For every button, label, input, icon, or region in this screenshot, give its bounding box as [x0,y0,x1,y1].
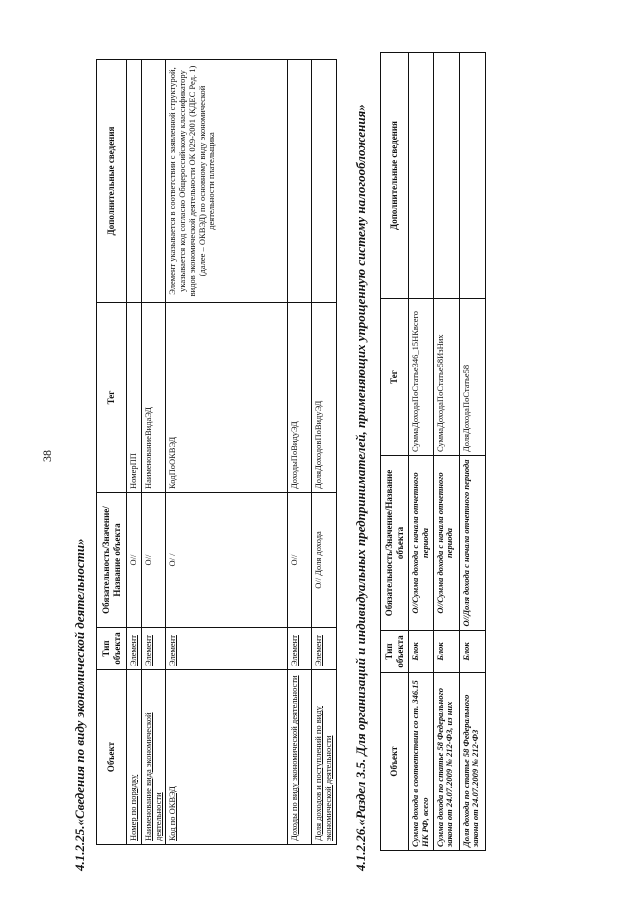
cell-obligation: О// [288,493,312,628]
cell-type: Элемент [288,628,312,670]
table-header-row [97,60,127,845]
cell-obligation: О/ / [166,493,288,628]
table-row [166,60,288,845]
cell-object: Доходы по виду экономической деятельности [288,670,312,845]
cell-type: Блок [459,631,485,673]
header-type: Тип объекта [97,628,127,670]
cell-tag: НомерПП [127,303,142,493]
cell-type: Элемент [312,628,337,670]
cell-obligation: О// [127,493,142,628]
cell-object: Номер по порядку [127,670,142,845]
header-obligation: Обязательность/Значение/Название объекта [381,456,409,631]
cell-object: Сумма дохода по статье 58 Федерального закона от 24.07.2009 № 212-ФЗ, из них [433,673,459,851]
section1-title: 4.1.2.25.«Сведения по виду экономической деятельности» [72,538,87,871]
cell-object: Наименование вида экономической деятельности [141,670,166,845]
cell-type: Блок [409,631,434,673]
cell-tag: КодПоОКВЭД [166,303,288,493]
cell-tag: ДоляДоходаПоСтатье58 [459,299,485,456]
cell-extra: Элемент указывается в соответствии с заявленной структурой, указывается код согласно Общероссийскому классификатору видов экономической деятельности ОК 029-2001 (КДЕС Ред. 1) (далее – ОКВЭД) по основному виду экономической деятельности плательщика [166,60,288,303]
cell-obligation: О// [141,493,166,628]
cell-extra [409,53,434,299]
table-row [459,53,485,851]
header-tag: Тег [97,303,127,493]
header-extra: Дополнительные сведения [381,53,409,299]
table-header-row [381,53,409,851]
cell-obligation: О//Сумма дохода с начала отчетного периода [409,456,434,631]
table-row [409,53,434,851]
cell-type: Элемент [141,628,166,670]
cell-extra [433,53,459,299]
header-object: Объект [381,673,409,851]
cell-tag: НаименованиеВидаЭД [141,303,166,493]
cell-extra [127,60,142,303]
header-obligation: Обязательность/Значение/Название объекта [97,493,127,628]
cell-extra [459,53,485,299]
cell-object: Сумма дохода в соответствии со ст. 346.15 НК РФ, всего [409,673,434,851]
cell-type: Элемент [127,628,142,670]
header-extra: Дополнительные сведения [97,60,127,303]
page-number: 38 [40,450,54,462]
cell-object: Доля доходов и поступлений по виду экономической деятельности [312,670,337,845]
cell-obligation: О// Доля дохода [312,493,337,628]
cell-extra [288,60,312,303]
table-row [127,60,142,845]
section2-table [380,52,486,851]
header-tag: Тег [381,299,409,456]
section2-title: 4.1.2.26.«Раздел 3.5. Для организаций и индивидуальных предпринимателей, применяющих упрощенную систему налогообложения» [353,104,368,871]
cell-extra [141,60,166,303]
table-row [288,60,312,845]
cell-obligation: О//Доля дохода с начала отчетного периода [459,456,485,631]
cell-extra [312,60,337,303]
table-row [141,60,166,845]
header-object: Объект [97,670,127,845]
cell-tag: СуммаДоходаПоСтатье346_15НКвсего [409,299,434,456]
cell-tag: ДоляДоходовПоВидуЭД [312,303,337,493]
cell-obligation: О//Сумма дохода с начала отчетного периода [433,456,459,631]
section1-table [96,59,337,845]
header-type: Тип объекта [381,631,409,673]
cell-type: Элемент [166,628,288,670]
table-row [312,60,337,845]
cell-tag: ДоходыПоВидуЭД [288,303,312,493]
cell-object: Доля дохода по статье 58 Федерального закона от 24.07.2009 № 212-ФЗ [459,673,485,851]
cell-type: Блок [433,631,459,673]
cell-tag: СуммаДоходаПоСтатье58ИзНих [433,299,459,456]
table-row [433,53,459,851]
cell-object: Код по ОКВЭД [166,670,288,845]
